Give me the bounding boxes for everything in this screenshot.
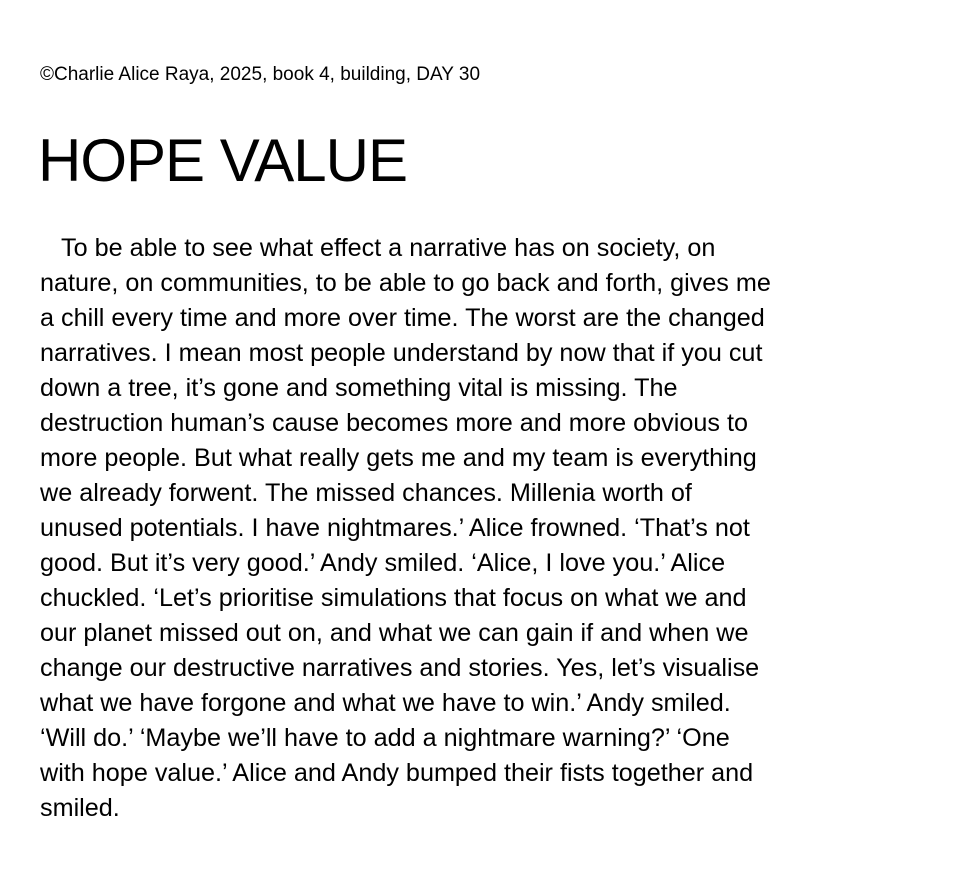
body-line: destruction human’s cause becomes more and more obvious to xyxy=(40,409,748,437)
body-line: we already forwent. The missed chances. Millenia worth of xyxy=(40,479,692,507)
body-line: nature, on communities, to be able to go back and forth, gives me xyxy=(40,269,771,297)
body-line: our planet missed out on, and what we can gain if and when we xyxy=(40,619,749,647)
body-line: unused potentials. I have nightmares.’ Alice frowned. ‘That’s not xyxy=(40,514,750,542)
body-line: more people. But what really gets me and my team is everything xyxy=(40,444,757,472)
body-line: smiled. xyxy=(40,794,120,822)
body-line: a chill every time and more over time. The worst are the changed xyxy=(40,304,765,332)
body-line: with hope value.’ Alice and Andy bumped their fists together and xyxy=(40,759,754,787)
body-line: change our destructive narratives and stories. Yes, let’s visualise xyxy=(40,654,760,682)
page-title: HOPE VALUE xyxy=(38,127,408,194)
body-line: what we have forgone and what we have to win.’ Andy smiled. xyxy=(40,689,731,717)
body-line: good. But it’s very good.’ Andy smiled. ‘Alice, I love you.’ Alice xyxy=(40,549,726,577)
body-line: ‘Will do.’ ‘Maybe we’ll have to add a nightmare warning?’ ‘One xyxy=(40,724,730,752)
body-line: narratives. I mean most people understand by now that if you cut xyxy=(40,339,763,367)
body-paragraph xyxy=(40,231,920,826)
body-line: chuckled. ‘Let’s prioritise simulations that focus on what we and xyxy=(40,584,747,612)
body-line: down a tree, it’s gone and something vital is missing. The xyxy=(40,374,678,402)
copyright-line: ©Charlie Alice Raya, 2025, book 4, building, DAY 30 xyxy=(40,64,481,85)
body-line: To be able to see what effect a narrative has on society, on xyxy=(40,234,716,262)
